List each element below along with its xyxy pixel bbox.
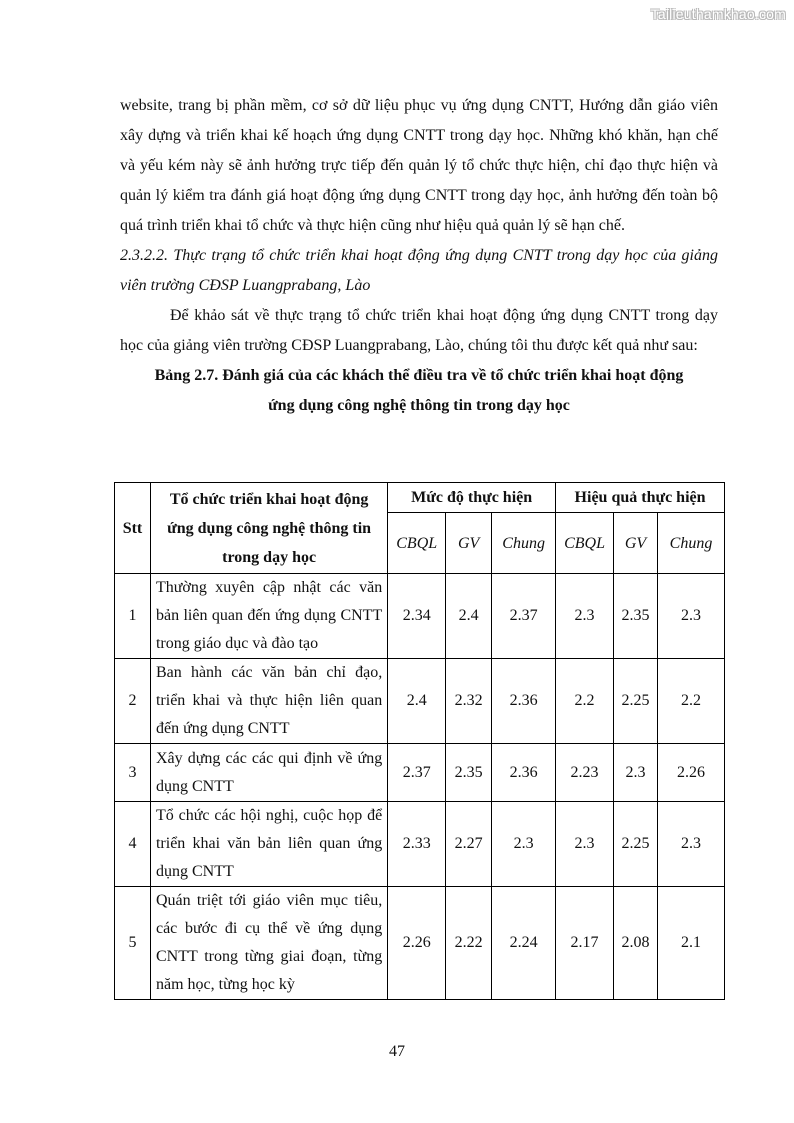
- cell-value: 2.08: [614, 887, 658, 1000]
- cell-value: 2.1: [658, 887, 725, 1000]
- cell-value: 2.32: [446, 659, 492, 744]
- header-content: Tổ chức triển khai hoạt động ứng dụng công nghệ thông tin trong dạy học: [150, 483, 387, 574]
- cell-value: 2.33: [388, 802, 446, 887]
- watermark: Tailieuthamkhao.com: [650, 6, 786, 22]
- header-effect: Hiệu quả thực hiện: [556, 483, 725, 513]
- cell-value: 2.22: [446, 887, 492, 1000]
- row-content: Tổ chức các hội nghị, cuộc họp để triển khai văn bản liên quan ứng dụng CNTT: [150, 802, 387, 887]
- cell-value: 2.25: [614, 659, 658, 744]
- cell-value: 2.17: [556, 887, 614, 1000]
- cell-value: 2.4: [388, 659, 446, 744]
- row-stt: 4: [115, 802, 151, 887]
- table-row: [115, 887, 725, 1000]
- section-heading: 2.3.2.2. Thực trạng tổ chức triển khai hoạt động ứng dụng CNTT trong dạy học của giảng viên trường CĐSP Luangprabang, Lào: [120, 247, 718, 294]
- cell-value: 2.24: [492, 887, 556, 1000]
- table-caption-line-2: ứng dụng công nghệ thông tin trong dạy học: [268, 397, 570, 414]
- page-number: 47: [389, 1043, 405, 1060]
- header-level-chung: Chung: [492, 513, 556, 574]
- cell-value: 2.4: [446, 574, 492, 659]
- cell-value: 2.36: [492, 744, 556, 802]
- cell-value: 2.2: [658, 659, 725, 744]
- row-content: Quán triệt tới giáo viên mục tiêu, các bước đi cụ thể về ứng dụng CNTT trong từng giai đoạn, từng năm học, từng học kỳ: [150, 887, 387, 1000]
- cell-value: 2.37: [492, 574, 556, 659]
- cell-value: 2.3: [556, 574, 614, 659]
- cell-value: 2.2: [556, 659, 614, 744]
- cell-value: 2.35: [614, 574, 658, 659]
- header-effect-gv: GV: [614, 513, 658, 574]
- row-content: Xây dựng các các qui định về ứng dụng CNTT: [150, 744, 387, 802]
- table-caption-line-1: Bảng 2.7. Đánh giá của các khách thể điều tra về tổ chức triển khai hoạt động: [154, 367, 684, 384]
- body-text: [120, 91, 718, 421]
- cell-value: 2.27: [446, 802, 492, 887]
- cell-value: 2.3: [658, 574, 725, 659]
- cell-value: 2.3: [492, 802, 556, 887]
- header-level-gv: GV: [446, 513, 492, 574]
- cell-value: 2.35: [446, 744, 492, 802]
- table-row: [115, 574, 725, 659]
- evaluation-table: [114, 482, 725, 1000]
- cell-value: 2.26: [388, 887, 446, 1000]
- table-row: [115, 744, 725, 802]
- cell-value: 2.36: [492, 659, 556, 744]
- header-level-cbql: CBQL: [388, 513, 446, 574]
- table-row: [115, 802, 725, 887]
- cell-value: 2.3: [658, 802, 725, 887]
- row-stt: 3: [115, 744, 151, 802]
- header-effect-cbql: CBQL: [556, 513, 614, 574]
- row-content: Thường xuyên cập nhật các văn bản liên quan đến ứng dụng CNTT trong giáo dục và đào tạo: [150, 574, 387, 659]
- cell-value: 2.37: [388, 744, 446, 802]
- cell-value: 2.25: [614, 802, 658, 887]
- cell-value: 2.23: [556, 744, 614, 802]
- survey-paragraph: Để khảo sát về thực trạng tổ chức triển khai hoạt động ứng dụng CNTT trong dạy học của giảng viên trường CĐSP Luangprabang, Lào, chúng tôi thu được kết quả như sau:: [120, 307, 718, 354]
- row-stt: 1: [115, 574, 151, 659]
- row-content: Ban hành các văn bản chỉ đạo, triển khai và thực hiện liên quan đến ứng dụng CNTT: [150, 659, 387, 744]
- table-row: [115, 659, 725, 744]
- header-effect-chung: Chung: [658, 513, 725, 574]
- intro-paragraph: website, trang bị phần mềm, cơ sở dữ liệu phục vụ ứng dụng CNTT, Hướng dẫn giáo viên xây dựng và triển khai kế hoạch ứng dụng CNTT trong dạy học. Những khó khăn, hạn chế và yếu kém này sẽ ảnh hưởng trực tiếp đến quản lý tổ chức thực hiện, chỉ đạo thực hiện và quản lý kiểm tra đánh giá hoạt động ứng dụng CNTT trong dạy học, ảnh hưởng đến toàn bộ quá trình triển khai tổ chức và thực hiện cũng như hiệu quả quản lý sẽ hạn chế.: [120, 97, 718, 234]
- cell-value: 2.26: [658, 744, 725, 802]
- header-level: Mức độ thực hiện: [388, 483, 556, 513]
- cell-value: 2.34: [388, 574, 446, 659]
- row-stt: 2: [115, 659, 151, 744]
- cell-value: 2.3: [614, 744, 658, 802]
- row-stt: 5: [115, 887, 151, 1000]
- cell-value: 2.3: [556, 802, 614, 887]
- header-stt: Stt: [115, 483, 151, 574]
